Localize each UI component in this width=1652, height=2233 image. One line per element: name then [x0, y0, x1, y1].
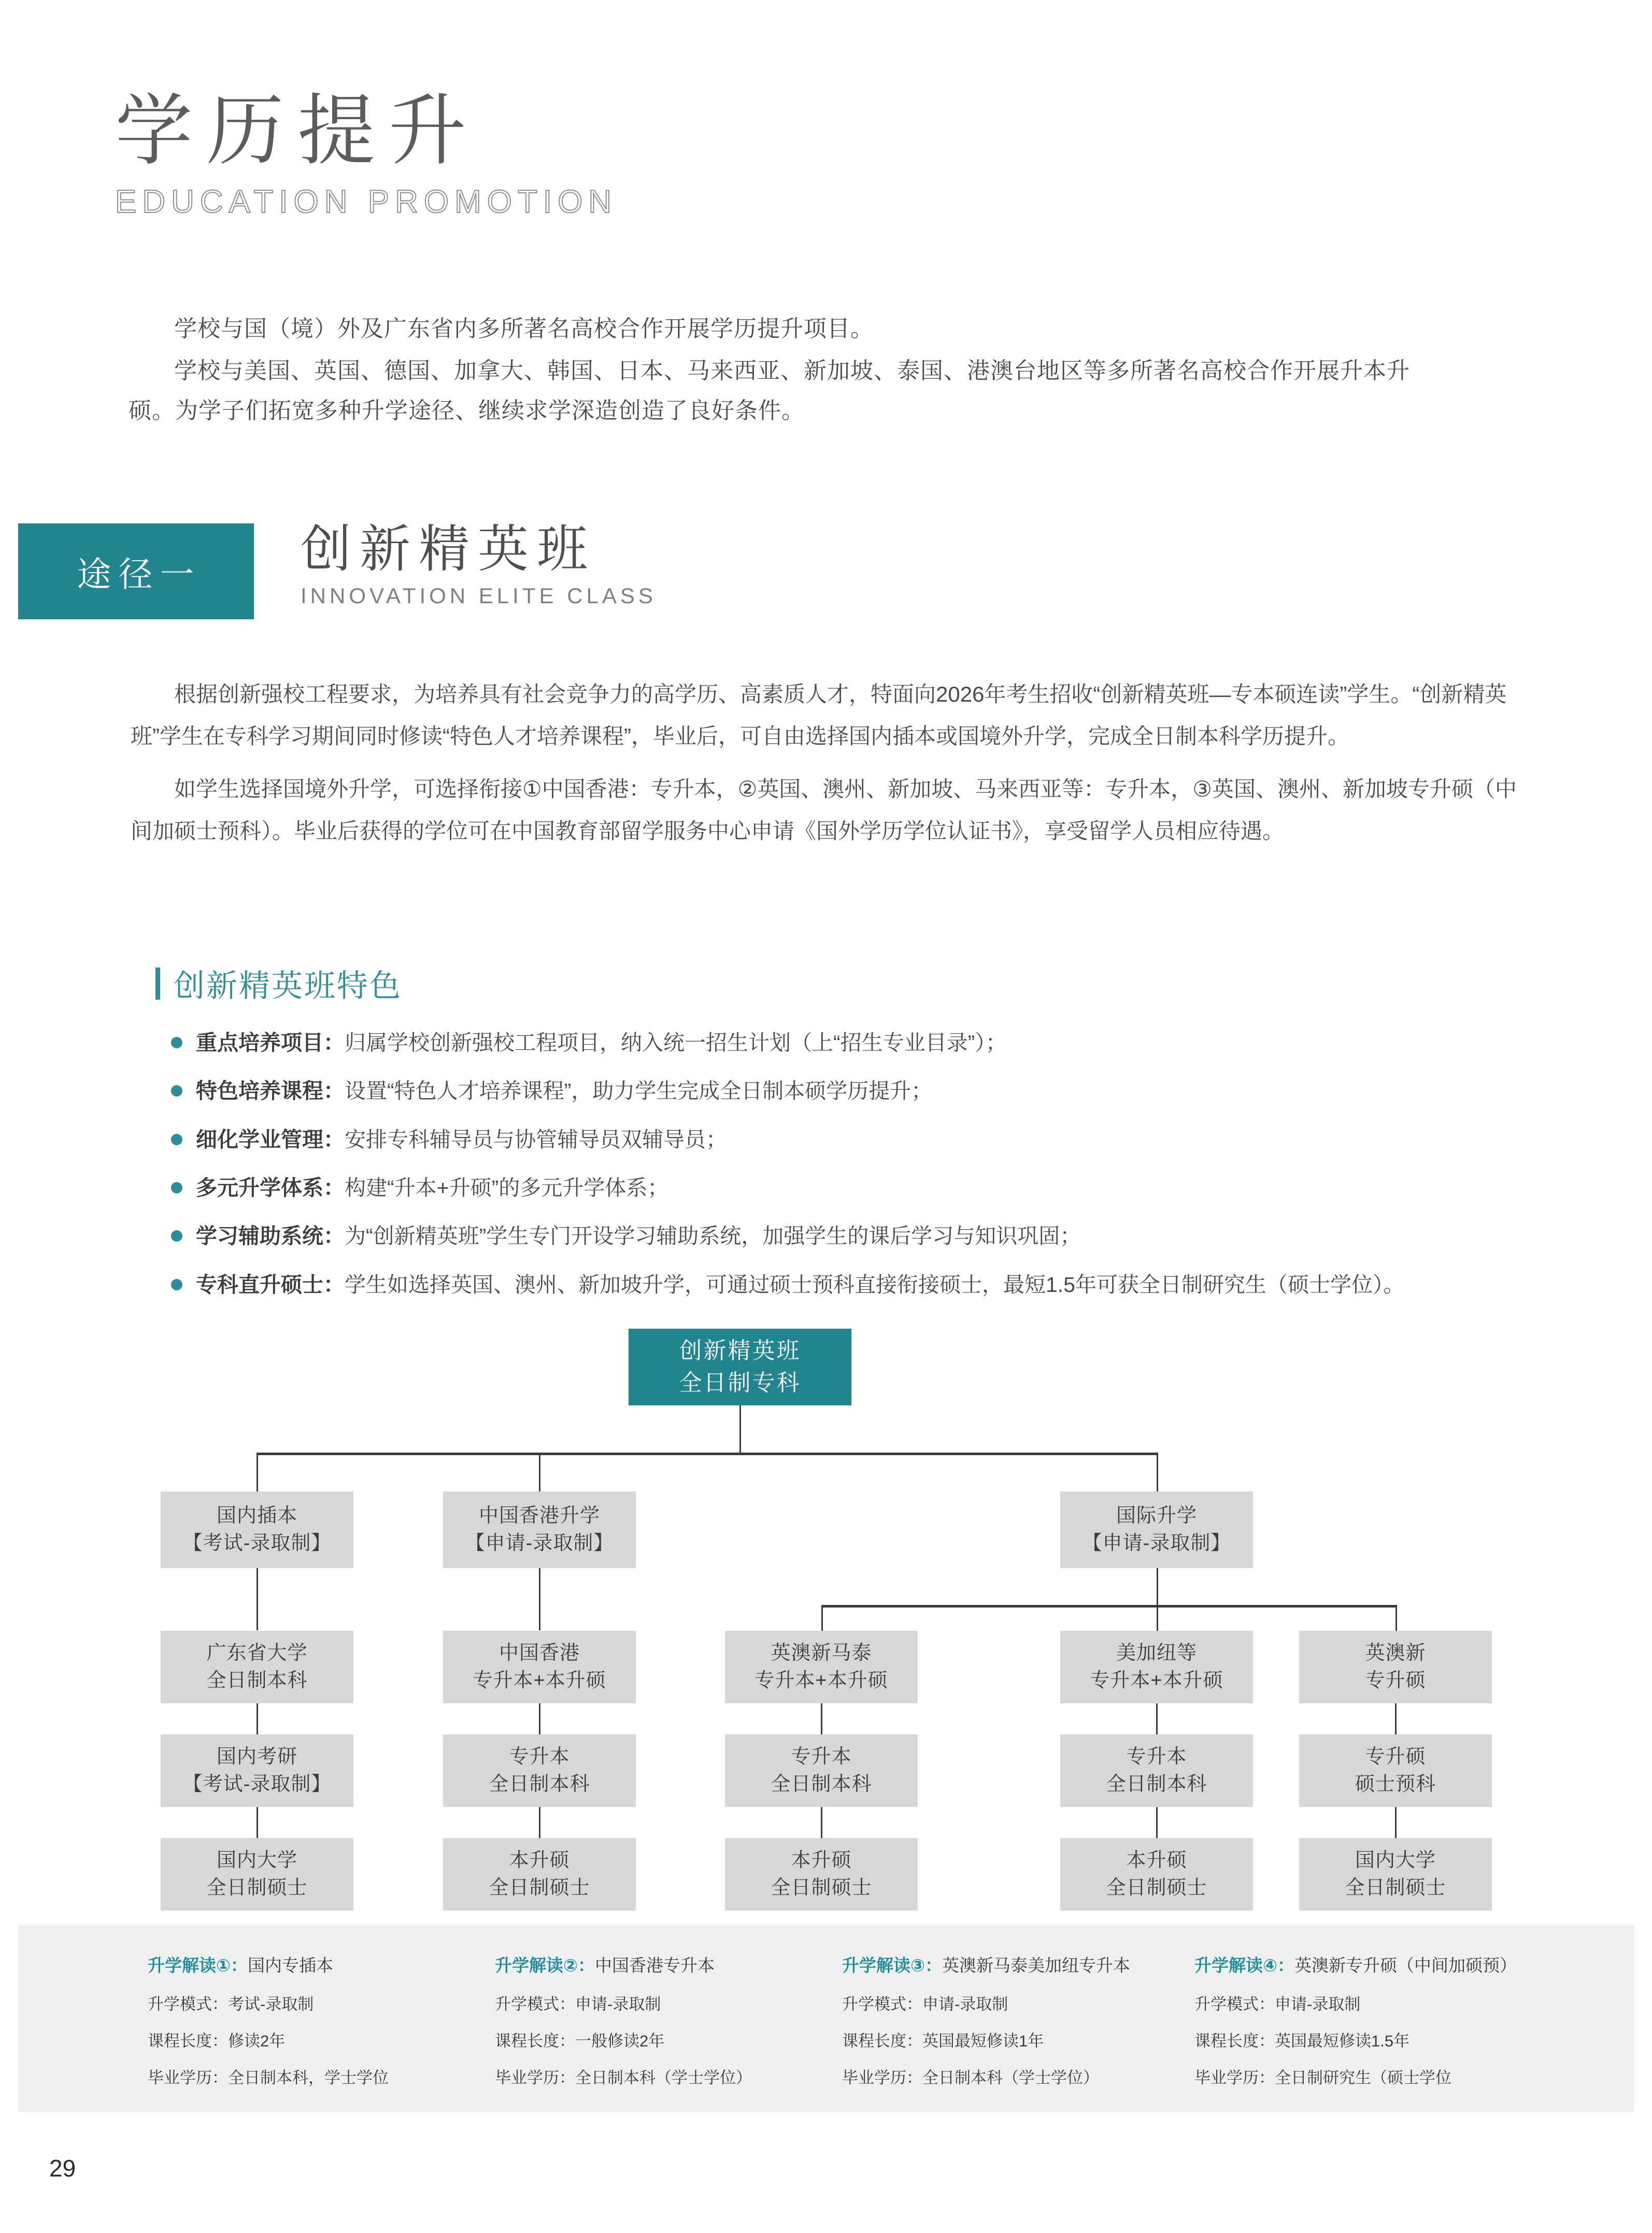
legend-mode: 升学模式：申请-录取制: [1194, 1995, 1361, 2013]
flow-node-line2: 全日制专科: [679, 1370, 801, 1396]
flow-connector: [539, 1453, 540, 1491]
route-heading: [301, 522, 657, 608]
flow-node-line1: 专升本: [791, 1745, 852, 1768]
route-heading-cn: 创新精英班: [301, 520, 596, 579]
bullet-dot-icon: [171, 1134, 182, 1145]
flow-connector: [1156, 1807, 1158, 1838]
flow-connector: [539, 1807, 540, 1838]
list-item-text: 设置“特色人才培养课程”，助力学生完成全日制本硕学历提升；: [345, 1079, 933, 1103]
heading-accent-bar: [155, 968, 160, 1000]
flow-node-line2: 全日制本科: [206, 1670, 308, 1691]
flow-node-level1-domestic: [161, 1491, 353, 1568]
flow-node-line1: 专升硕: [1365, 1745, 1426, 1768]
flow-node-line1: 创新精英班: [679, 1338, 801, 1364]
flow-node-line1: 国内考研: [216, 1745, 297, 1768]
flow-node-line2: 专升本+本升硕: [1090, 1670, 1223, 1691]
list-item-label: 学习辅助系统：: [196, 1224, 345, 1248]
flow-node-line2: 【考试-录取制】: [182, 1773, 332, 1795]
list-item-text: 为“创新精英班”学生专门开设学习辅助系统，加强学生的课后学习与知识巩固；: [345, 1224, 1081, 1248]
body-paragraph-2: 如学生选择国境外升学，可选择衔接①中国香港：专升本，②英国、澳州、新加坡、马来西亚等：专升本，③英国、澳州、新加坡专升硕（中间加硕士预科）。毕业后获得的学位可在中国教育部留学服务中心申请《国外学历学位认证书》，享受留学人员相应待遇。: [131, 777, 1517, 843]
legend-column-3: [842, 1952, 1130, 2101]
flow-connector: [1395, 1807, 1397, 1838]
body-paragraph-1: 根据创新强校工程要求，为培养具有社会竞争力的高学历、高素质人才，特面向2026年考生招收“创新精英班—专本硕连读”学生。“创新精英班”学生在专科学习期间同时修读“特色人才培养课程”，毕业后，可自由选择国内插本或国境外升学，完成全日制本科学历提升。: [131, 682, 1507, 748]
legend-length: 课程长度：英国最短修读1年: [842, 2032, 1044, 2050]
flow-node-line2: 全日制本科: [1106, 1773, 1207, 1795]
flow-node-level4-3: [1060, 1838, 1253, 1911]
page-number: 29: [49, 2155, 76, 2182]
legend-degree: 毕业学历：全日制本科，学士学位: [148, 2069, 389, 2087]
flow-node-line2: 专升硕: [1365, 1670, 1426, 1691]
flow-connector-bus: [821, 1605, 1397, 1608]
list-item-body: [196, 1077, 932, 1105]
flow-node-line2: 全日制本科: [771, 1773, 872, 1795]
list-item-body: [196, 1029, 1007, 1057]
legend-length: 课程长度：一般修读2年: [495, 2032, 665, 2050]
legend-column-2: [495, 1952, 752, 2101]
legend-mode: 升学模式：申请-录取制: [842, 1995, 1008, 2013]
flow-connector: [1395, 1605, 1397, 1631]
flow-node-line2: 专升本+本升硕: [473, 1670, 606, 1691]
intro-paragraphs: [129, 309, 1414, 433]
list-item-label: 特色培养课程：: [196, 1079, 345, 1103]
flow-node-level4-1: [443, 1838, 636, 1911]
section-body: [131, 674, 1525, 864]
flow-node-root: [629, 1329, 851, 1405]
list-item-body: [196, 1222, 1081, 1250]
flow-connector: [539, 1568, 540, 1630]
flow-node-line1: 国内大学: [1355, 1849, 1436, 1871]
flow-node-line2: 全日制硕士: [771, 1877, 872, 1899]
flow-connector: [257, 1703, 258, 1734]
legend-title-rest: 国内专插本: [247, 1956, 333, 1975]
flow-node-level4-4: [1299, 1838, 1492, 1911]
masthead: [115, 86, 618, 220]
legend-title: [495, 1952, 752, 1976]
pathway-flowchart: [0, 1311, 1652, 1899]
flow-connector: [821, 1605, 823, 1631]
features-heading-text: 创新精英班特色: [174, 968, 402, 1004]
legend-degree: 毕业学历：全日制本科（学士学位）: [842, 2069, 1099, 2087]
route-heading-en: INNOVATION ELITE CLASS: [301, 583, 657, 608]
flow-node-line2: 专升本+本升硕: [754, 1670, 888, 1691]
legend-title-rest: 英澳新专升硕（中间加硕预）: [1294, 1956, 1517, 1975]
flow-connector: [257, 1453, 258, 1491]
flow-node-line2: 【考试-录取制】: [182, 1532, 332, 1554]
bullet-dot-icon: [171, 1182, 182, 1193]
flow-node-level4-0: [161, 1838, 353, 1911]
list-item: [171, 1126, 1529, 1154]
flow-node-level3-3: [1060, 1734, 1253, 1807]
flow-connector: [257, 1807, 258, 1838]
flow-node-line1: 本升硕: [1126, 1849, 1187, 1871]
legend-mode: 升学模式：考试-录取制: [148, 1995, 314, 2013]
page-title: 学历提升: [115, 86, 480, 176]
legend-column-1: [148, 1952, 389, 2101]
list-item-text: 归属学校创新强校工程项目，纳入统一招生计划（上“招生专业目录”）；: [345, 1031, 1007, 1055]
list-item-label: 多元升学体系：: [196, 1176, 345, 1200]
list-item-text: 学生如选择英国、澳州、新加坡升学，可通过硕士预科直接衔接硕士，最短1.5年可获全日制研究生（硕士学位）。: [345, 1272, 1405, 1297]
flow-node-level3-1: [443, 1734, 636, 1807]
legend-title: [842, 1952, 1130, 1976]
flow-node-level2-2: [725, 1631, 918, 1703]
flow-node-line1: 专升本: [509, 1745, 570, 1768]
legend-title-strong: 升学解读②：: [495, 1956, 595, 1975]
flow-connector: [1157, 1568, 1158, 1607]
bullet-dot-icon: [171, 1279, 182, 1290]
flow-connector: [539, 1703, 540, 1734]
flow-node-level2-3: [1060, 1631, 1253, 1703]
list-item: [171, 1222, 1529, 1250]
list-item-body: [196, 1174, 668, 1202]
flow-node-line1: 美加纽等: [1116, 1642, 1197, 1664]
flow-node-level2-1: [443, 1631, 636, 1703]
flow-node-line2: 全日制硕士: [206, 1877, 308, 1899]
legend-mode: 升学模式：申请-录取制: [495, 1995, 661, 2013]
pathway-legend-panel: [18, 1925, 1634, 2112]
flow-node-level3-2: [725, 1734, 918, 1807]
list-item-text: 安排专科辅导员与协管辅导员双辅导员；: [345, 1127, 727, 1151]
bullet-dot-icon: [171, 1037, 182, 1048]
bullet-dot-icon: [171, 1085, 182, 1097]
flow-connector: [1157, 1605, 1158, 1631]
flow-node-level2-0: [161, 1631, 353, 1703]
flow-node-line1: 国内插本: [216, 1504, 297, 1527]
route-badge-label: 途径一: [77, 554, 202, 594]
flow-node-line1: 国内大学: [216, 1849, 297, 1871]
list-item-label: 专科直升硕士：: [196, 1272, 345, 1297]
legend-length: 课程长度：英国最短修读1.5年: [1194, 2032, 1410, 2050]
flow-node-level1-international: [1060, 1491, 1253, 1568]
legend-title-strong: 升学解读①：: [148, 1956, 248, 1975]
flow-node-line1: 中国香港升学: [478, 1504, 600, 1527]
flow-node-line1: 英澳新马泰: [771, 1642, 872, 1664]
flow-connector: [1156, 1703, 1158, 1734]
flow-node-level3-4: [1299, 1734, 1492, 1807]
flow-node-line1: 广东省大学: [206, 1642, 308, 1664]
flow-connector-bus: [257, 1453, 1158, 1455]
flow-node-line1: 专升本: [1126, 1745, 1187, 1768]
legend-length: 课程长度：修读2年: [148, 2032, 286, 2050]
features-list: [171, 1029, 1529, 1319]
flow-connector: [1395, 1703, 1397, 1734]
legend-title: [148, 1952, 389, 1976]
flow-node-level1-hongkong: [443, 1491, 636, 1568]
list-item-body: [196, 1126, 727, 1154]
flow-connector: [821, 1703, 822, 1734]
flow-node-line2: 全日制本科: [489, 1773, 590, 1795]
flow-node-level4-2: [725, 1838, 918, 1911]
legend-degree: 毕业学历：全日制本科（学士学位）: [495, 2069, 752, 2087]
page-title-english: EDUCATION PROMOTION: [115, 184, 618, 220]
flow-connector: [257, 1568, 258, 1630]
flow-connector: [821, 1807, 822, 1838]
flow-node-line2: 硕士预科: [1355, 1773, 1436, 1795]
intro-paragraph-2: 学校与美国、英国、德国、加拿大、韩国、日本、马来西亚、新加坡、泰国、港澳台地区等多所著名高校合作开展升本升硕。为学子们拓宽多种升学途径、继续求学深造创造了良好条件。: [129, 358, 1410, 423]
flow-node-line2: 全日制硕士: [1345, 1877, 1446, 1899]
flow-node-level2-4: [1299, 1631, 1492, 1703]
route-badge: [18, 523, 254, 619]
list-item: [171, 1174, 1529, 1202]
list-item-label: 重点培养项目：: [196, 1031, 345, 1055]
legend-title-strong: 升学解读③：: [842, 1956, 942, 1975]
legend-title-rest: 中国香港专升本: [594, 1956, 715, 1975]
flow-node-line1: 国际升学: [1116, 1504, 1197, 1527]
list-item-text: 构建“升本+升硕”的多元升学体系；: [345, 1176, 669, 1200]
flow-node-line2: 【申请-录取制】: [1082, 1532, 1231, 1554]
legend-column-4: [1194, 1952, 1517, 2101]
bullet-dot-icon: [171, 1230, 182, 1242]
flow-connector: [739, 1405, 741, 1455]
flow-node-line2: 全日制硕士: [1106, 1877, 1207, 1899]
features-heading: [155, 961, 402, 1006]
flow-node-line2: 全日制硕士: [489, 1877, 590, 1899]
legend-title: [1194, 1952, 1517, 1976]
legend-title-strong: 升学解读④：: [1194, 1956, 1294, 1975]
list-item: [171, 1077, 1529, 1105]
list-item: [171, 1029, 1529, 1057]
legend-degree: 毕业学历：全日制研究生（硕士学位: [1194, 2069, 1451, 2087]
flow-node-line1: 本升硕: [791, 1849, 852, 1871]
list-item-label: 细化学业管理：: [196, 1127, 345, 1151]
legend-title-rest: 英澳新马泰美加纽专升本: [942, 1956, 1130, 1975]
flow-connector: [1157, 1453, 1158, 1491]
intro-paragraph-1: 学校与国（境）外及广东省内多所著名高校合作开展学历提升项目。: [174, 316, 874, 342]
flow-node-level3-0: [161, 1734, 353, 1807]
flow-node-line1: 本升硕: [509, 1849, 570, 1871]
list-item: [171, 1271, 1529, 1299]
list-item-body: [196, 1271, 1405, 1299]
flow-node-line2: 【申请-录取制】: [465, 1532, 614, 1554]
flow-node-line1: 中国香港: [499, 1642, 580, 1664]
flow-node-line1: 英澳新: [1365, 1642, 1426, 1664]
